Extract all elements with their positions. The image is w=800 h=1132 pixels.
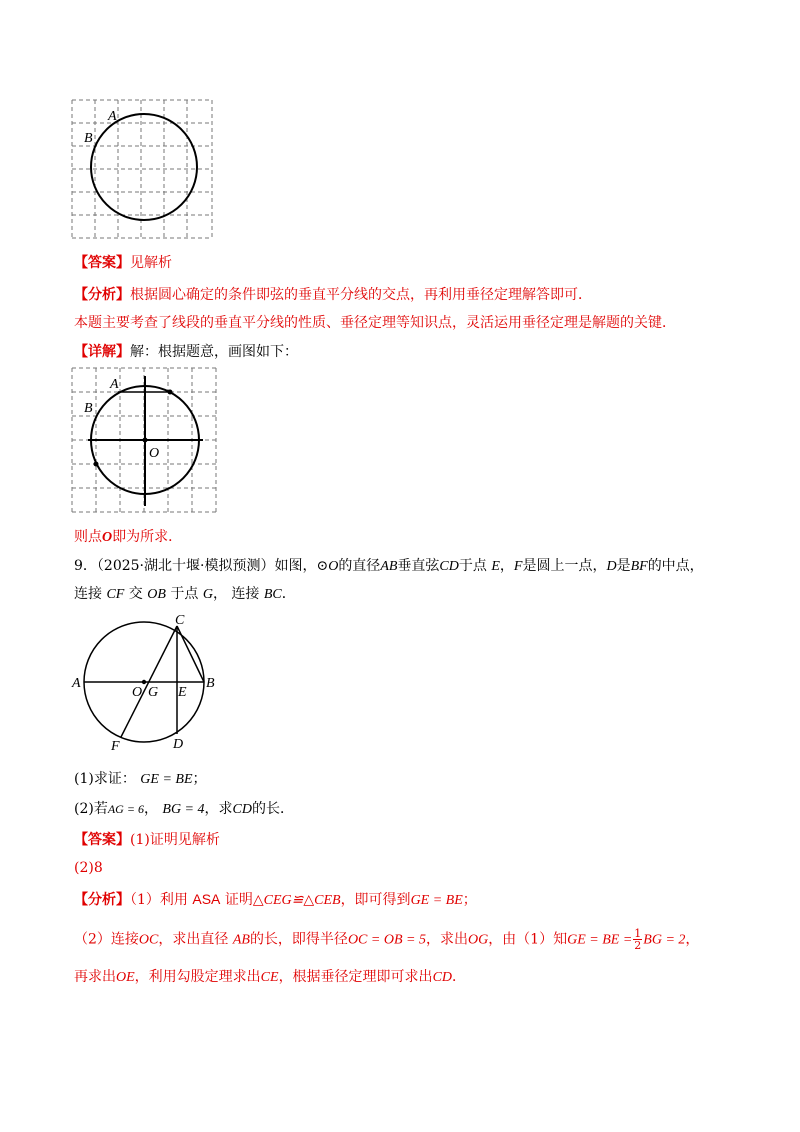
analysis-asa: ASA <box>192 891 221 907</box>
analysis-radius-eq: OC = OB = 5 <box>347 932 426 948</box>
question-9-line-2 <box>74 584 296 605</box>
question-9-line-1 <box>74 556 704 577</box>
analysis-text: ． <box>452 969 467 985</box>
grid-figure-2 <box>70 366 220 514</box>
q9-ob: OB <box>147 587 166 602</box>
analysis-text: ，由（1）知 <box>488 931 568 948</box>
analysis-text: ，求出直径 <box>158 931 229 948</box>
analysis-text: ，利用勾股定理求出 <box>134 969 261 985</box>
analysis-text: （1）利用 <box>130 892 188 908</box>
grid-figure-1 <box>70 98 215 243</box>
q9-text: 于点 <box>170 586 199 602</box>
label-e: E <box>178 685 187 700</box>
q9-text: 是 <box>616 558 631 574</box>
point-o <box>143 438 148 443</box>
analysis-text: 证明 <box>224 892 253 908</box>
detail-tag: 【详解】 <box>74 344 130 360</box>
answer-line-9 <box>74 830 220 850</box>
part-2-bg: BG = 4 <box>162 802 205 817</box>
analysis-line-9b <box>74 928 699 951</box>
detail-line-1 <box>74 342 298 362</box>
q9-text: 的直径 <box>338 558 381 574</box>
q9-text: 连接 <box>74 586 102 602</box>
q9-o: O <box>328 559 339 574</box>
point-bottom <box>94 462 99 467</box>
q9-d: D <box>606 559 617 574</box>
analysis-oc: OC <box>138 932 159 948</box>
q9-bc: BC <box>263 587 282 602</box>
analysis-line-9c <box>74 967 466 988</box>
analysis-tag: 【分析】 <box>74 287 130 303</box>
part-1-equation: GE = BE <box>140 772 193 787</box>
q9-text: 交 <box>128 586 143 602</box>
analysis-ge-eq: GE = BE = <box>567 932 633 948</box>
analysis-text: （2）连接 <box>74 931 139 948</box>
segment-bc <box>177 626 204 682</box>
question-source: （2025·湖北十堰·模拟预测） <box>96 558 275 574</box>
label-b: B <box>84 131 93 146</box>
part-1-line <box>74 769 207 790</box>
label-a: A <box>110 377 119 392</box>
label-b: B <box>206 676 215 691</box>
label-o: O <box>149 446 160 461</box>
q9-f: F <box>513 559 523 574</box>
label-a: A <box>108 109 117 124</box>
q9-e: E <box>491 559 500 574</box>
q9-text: 的中点， <box>647 558 704 574</box>
circle <box>91 114 197 220</box>
analysis-text: 再求出 <box>74 969 116 985</box>
analysis-text: ，根据垂径定理即可求出 <box>278 969 433 985</box>
conclusion-suffix: 即为所求． <box>112 529 183 545</box>
fraction-denominator: 2 <box>634 939 642 952</box>
answer-text: 见解析 <box>130 255 172 271</box>
label-o: O <box>132 685 143 700</box>
analysis-text: ，即可得到 <box>340 892 411 908</box>
part-2-cd: CD <box>232 802 252 817</box>
analysis-cd: CD <box>432 970 453 985</box>
analysis-text: 根据圆心确定的条件即弦的垂直平分线的交点，再利用垂径定理解答即可． <box>130 287 592 303</box>
analysis-line-9 <box>74 889 477 911</box>
part-1-end: ； <box>192 771 207 787</box>
q9-text: 是圆上一点， <box>522 558 607 574</box>
fraction-half <box>633 928 642 951</box>
part-2-end: 的长． <box>251 801 294 817</box>
answer-line-9b <box>74 858 103 878</box>
part-1-label: (1)求证： <box>74 771 136 787</box>
answer-label: (2) <box>74 860 94 876</box>
q9-cd: CD <box>439 559 459 574</box>
label-c: C <box>175 614 185 628</box>
point-o <box>142 680 146 684</box>
answer-value: 8 <box>93 860 103 876</box>
circle-symbol: ⊙ <box>316 558 329 574</box>
label-a: A <box>72 676 81 691</box>
detail-text: 解：根据题意，画图如下： <box>130 344 298 360</box>
answer-text: (1)证明见解析 <box>130 832 220 848</box>
analysis-oe: OE <box>116 970 135 985</box>
analysis-text: ， <box>685 931 700 948</box>
q9-text: 如图， <box>274 558 317 574</box>
q9-g: G <box>202 587 213 602</box>
summary-line-1: 本题主要考查了线段的垂直平分线的性质、垂径定理等知识点，灵活运用垂径定理是解题的关键． <box>74 315 676 331</box>
answer-line-1 <box>74 253 172 273</box>
analysis-ab: AB <box>232 932 250 948</box>
part-2-sep: ， <box>143 801 158 817</box>
answer-tag: 【答案】 <box>74 832 130 848</box>
conclusion-point: O <box>102 530 113 545</box>
part-2-label: (2)若 <box>74 801 108 817</box>
analysis-triangles: △CEG≌△CEB <box>252 893 341 908</box>
part-2-text: ，求 <box>204 801 233 817</box>
part-2-ag: AG = 6 <box>107 802 144 816</box>
q9-ab: AB <box>380 559 398 574</box>
geometry-figure-q9 <box>62 614 232 754</box>
q9-text: 于点 <box>458 558 487 574</box>
analysis-og: OG <box>467 932 489 948</box>
analysis-equation: GE = BE <box>410 893 463 908</box>
q9-text: 垂直弦 <box>397 558 440 574</box>
analysis-tag: 【分析】 <box>74 892 130 908</box>
label-b: B <box>84 401 93 416</box>
fraction-numerator: 1 <box>634 927 642 940</box>
part-2-line <box>74 799 294 820</box>
label-d: D <box>173 737 184 752</box>
question-number: 9． <box>74 558 97 574</box>
conclusion-line-1 <box>74 527 182 548</box>
analysis-text: ； <box>462 892 477 908</box>
q9-cf: CF <box>106 587 125 602</box>
label-f: F <box>111 739 120 754</box>
label-g: G <box>148 685 159 700</box>
q9-text: ， <box>499 558 514 574</box>
q9-text: ． <box>281 586 296 602</box>
q9-text: ， 连接 <box>212 586 260 602</box>
answer-tag: 【答案】 <box>74 255 130 271</box>
analysis-text: 的长，即得半径 <box>249 931 348 948</box>
analysis-text: ，求出 <box>425 931 468 948</box>
analysis-line-1 <box>74 285 592 305</box>
analysis-ce: CE <box>260 970 279 985</box>
point-top <box>168 390 173 395</box>
q9-bf: BF <box>630 559 648 574</box>
analysis-bg-eq: BG = 2 <box>643 932 686 948</box>
conclusion-prefix: 则点 <box>74 529 102 545</box>
